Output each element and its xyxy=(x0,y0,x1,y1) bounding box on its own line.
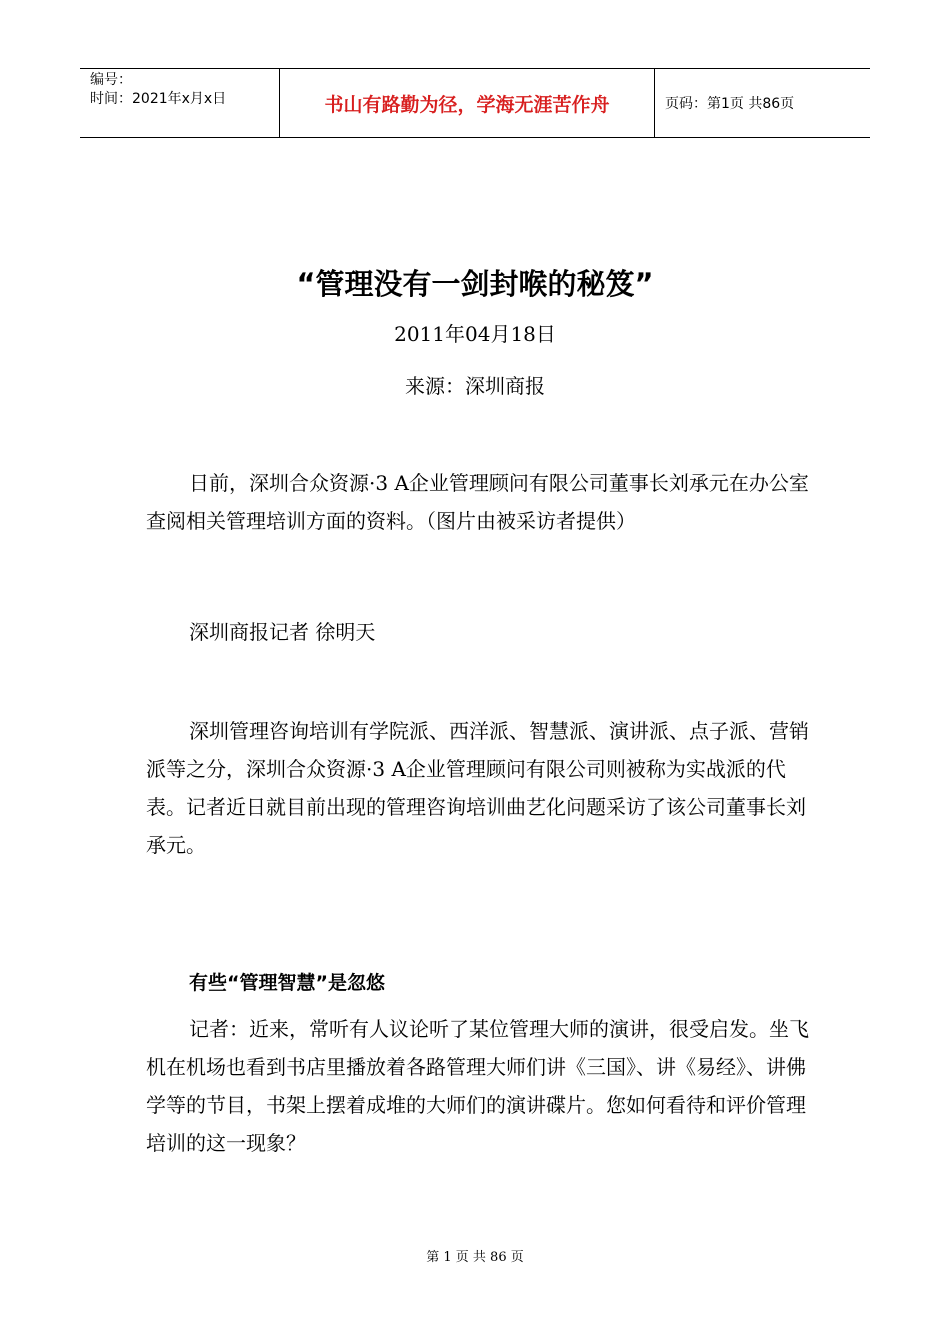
header-page-info: 页码：第1页 共86页 xyxy=(665,96,795,112)
byline: 深圳商报记者 徐明天 xyxy=(189,620,376,644)
number-label: 编号： xyxy=(90,72,132,88)
section-heading: 有些“管理智慧”是忽悠 xyxy=(189,972,385,994)
header-meta xyxy=(80,69,280,137)
interview-question: 记者：近来，常听有人议论听了某位管理大师的演讲，很受启发。坐飞机在机场也看到书店里播放着各路管理大师们讲《三国》、讲《易经》、讲佛学等的节目，书架上摆着成堆的大师们的演讲碟片。您如何看待和评价管理培训的这一现象？ xyxy=(146,1017,809,1155)
date-label: 时间：2021年x月x日 xyxy=(90,91,227,107)
document-header xyxy=(80,68,870,138)
article-source: 来源：深圳商报 xyxy=(405,374,545,398)
photo-caption: 日前，深圳合众资源·3 A企业管理顾问有限公司董事长刘承元在办公室查阅相关管理培训方面的资料。（图片由被采访者提供） xyxy=(146,471,809,533)
page-footer: 第 1 页 共 86 页 xyxy=(426,1250,524,1265)
article-title: “管理没有一剑封喉的秘笈” xyxy=(296,267,654,301)
article-date: 2011年04月18日 xyxy=(394,322,556,346)
intro-paragraph: 深圳管理咨询培训有学院派、西洋派、智慧派、演讲派、点子派、营销派等之分，深圳合众资源·3 A企业管理顾问有限公司则被称为实战派的代表。记者近日就目前出现的管理咨询培训曲艺化问题采访了该公司董事长刘承元。 xyxy=(146,719,809,857)
header-motto: 书山有路勤为径，学海无涯苦作舟 xyxy=(280,69,655,137)
